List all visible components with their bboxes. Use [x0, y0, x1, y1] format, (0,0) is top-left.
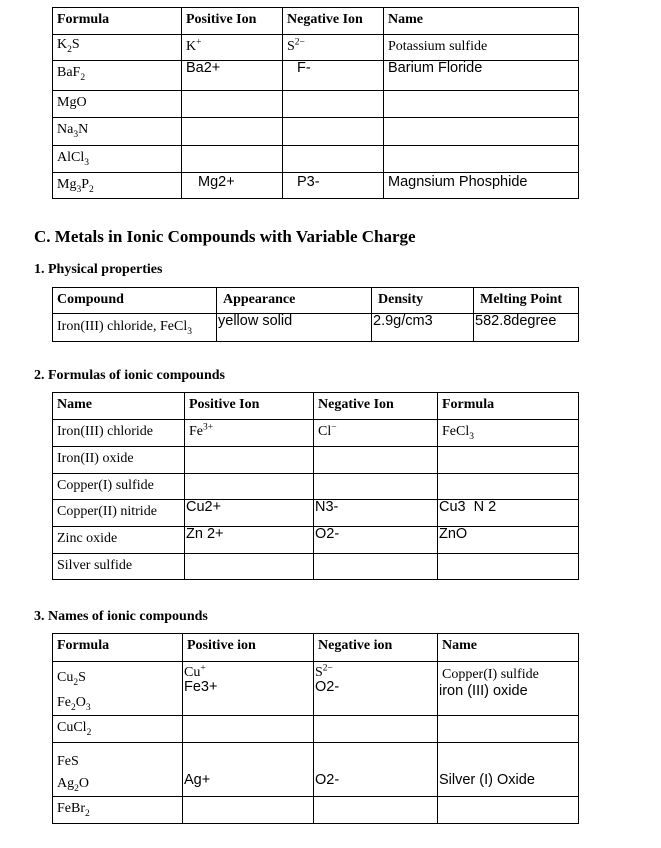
- header-formula: Formula: [438, 393, 579, 420]
- formula-line: $Ag_2O$: [57, 776, 89, 794]
- header-positive-ion: Positive Ion: [185, 393, 314, 420]
- cell-name: [438, 716, 579, 743]
- header-positive-ion: Positive Ion: [182, 8, 283, 35]
- cell-negative-ion: [314, 554, 438, 580]
- cell-formula: $K_2S$: [53, 35, 182, 61]
- cell-negative-ion: $S^{2-}$: [283, 35, 384, 61]
- cell-positive-ion: Cu2+: [185, 500, 314, 527]
- cell-positive-ion: $Fe^{3+}$: [185, 420, 314, 447]
- cell-name: [384, 91, 579, 118]
- formula-line: FeS: [57, 754, 79, 769]
- ion-line: O2-: [315, 679, 340, 695]
- cell-formula: $Na_3N$: [53, 118, 182, 146]
- cell-positive-ion: K+: [182, 35, 283, 61]
- ion-line: $S^{2-}$: [315, 663, 333, 680]
- cell-negative-ion: N3-: [314, 500, 438, 527]
- table-names: [52, 633, 579, 824]
- formula-line: $Cu_2S$: [57, 670, 86, 688]
- cell-positive-ion: Zn 2+: [185, 527, 314, 554]
- cell-negative-ion: P3-: [283, 173, 384, 199]
- cell-formula: [438, 447, 579, 474]
- cell-name: Copper(II) nitride: [53, 500, 185, 527]
- cell-positive-ion: [182, 146, 283, 173]
- subheading-names: 3. Names of ionic compounds: [34, 609, 208, 624]
- cell-positive-ion: [183, 662, 314, 716]
- cell-negative-ion: [283, 91, 384, 118]
- cell-name: [438, 662, 579, 716]
- cell-name: Silver (I) Oxide: [438, 743, 579, 797]
- cell-density: 2.9g/cm3: [372, 314, 474, 342]
- header-appearance: Appearance: [217, 288, 372, 314]
- cell-formula: [438, 554, 579, 580]
- cell-formula: $Mg_3P_2$: [53, 173, 182, 199]
- header-negative-ion: Negative ion: [314, 634, 438, 662]
- header-name: Name: [384, 8, 579, 35]
- cell-positive-ion: [185, 447, 314, 474]
- cell-name: Copper(I) sulfide: [53, 474, 185, 500]
- header-density: Density: [372, 288, 474, 314]
- cell-negative-ion: [314, 474, 438, 500]
- cell-name: Iron(II) oxide: [53, 447, 185, 474]
- cell-name: [384, 118, 579, 146]
- table-ions-1: [52, 7, 579, 199]
- header-formula: Formula: [53, 634, 183, 662]
- table-formulas: [52, 392, 579, 580]
- cell-melting-point: 582.8degree: [474, 314, 579, 342]
- cell-name: Magnsium Phosphide: [384, 173, 579, 199]
- header-positive-ion: Positive ion: [183, 634, 314, 662]
- formula-line: $Fe_2O_3$: [57, 695, 91, 713]
- cell-formula: Cu3 N 2: [438, 500, 579, 527]
- ion-line: Cu+: [184, 663, 206, 680]
- cell-positive-ion: [182, 91, 283, 118]
- name-line: iron (III) oxide: [439, 683, 528, 699]
- cell-positive-ion: [183, 716, 314, 743]
- cell-negative-ion: [283, 118, 384, 146]
- cell-compound: Iron(III) chloride, FeCl$_3$: [53, 314, 217, 342]
- header-formula: Formula: [53, 8, 182, 35]
- cell-name: Barium Floride: [384, 61, 579, 91]
- cell-positive-ion: Ba2+: [182, 61, 283, 91]
- cell-negative-ion: [314, 797, 438, 824]
- header-negative-ion: Negative Ion: [283, 8, 384, 35]
- cell-name: Zinc oxide: [53, 527, 185, 554]
- cell-formula: FeCl$_3$: [438, 420, 579, 447]
- header-name: Name: [53, 393, 185, 420]
- cell-formula: CuCl$_2$: [53, 716, 183, 743]
- header-compound: Compound: [53, 288, 217, 314]
- subheading-formulas: 2. Formulas of ionic compounds: [34, 368, 225, 383]
- cell-appearance: yellow solid: [217, 314, 372, 342]
- cell-name: Silver sulfide: [53, 554, 185, 580]
- cell-positive-ion: [183, 797, 314, 824]
- cell-negative-ion: [314, 662, 438, 716]
- ion-line: Fe3+: [184, 679, 218, 695]
- table-physical-properties: [52, 287, 579, 342]
- cell-formula: ZnO: [438, 527, 579, 554]
- cell-formula: [53, 662, 183, 716]
- subheading-physical-properties: 1. Physical properties: [34, 262, 163, 277]
- cell-name: [438, 797, 579, 824]
- cell-positive-ion: Ag+: [183, 743, 314, 797]
- name-line: Copper(I) sulfide: [442, 667, 539, 682]
- cell-formula: [53, 743, 183, 797]
- cell-negative-ion: [283, 146, 384, 173]
- cell-negative-ion: F-: [283, 61, 384, 91]
- header-name: Name: [438, 634, 579, 662]
- cell-positive-ion: Mg2+: [182, 173, 283, 199]
- cell-name: Iron(III) chloride: [53, 420, 185, 447]
- cell-formula: FeBr$_2$: [53, 797, 183, 824]
- cell-negative-ion: [314, 447, 438, 474]
- cell-positive-ion: [182, 118, 283, 146]
- cell-negative-ion: O2-: [314, 527, 438, 554]
- section-c-title: C. Metals in Ionic Compounds with Variable Charge: [34, 227, 416, 246]
- cell-formula: MgO: [53, 91, 182, 118]
- cell-positive-ion: [185, 554, 314, 580]
- cell-formula: [438, 474, 579, 500]
- cell-negative-ion: Cl−: [314, 420, 438, 447]
- cell-name: [384, 146, 579, 173]
- cell-name: Potassium sulfide: [384, 35, 579, 61]
- cell-positive-ion: [185, 474, 314, 500]
- cell-formula: BaF$_2$: [53, 61, 182, 91]
- cell-negative-ion: O2-: [314, 743, 438, 797]
- header-melting-point: Melting Point: [474, 288, 579, 314]
- cell-negative-ion: [314, 716, 438, 743]
- header-negative-ion: Negative Ion: [314, 393, 438, 420]
- cell-formula: AlCl$_3$: [53, 146, 182, 173]
